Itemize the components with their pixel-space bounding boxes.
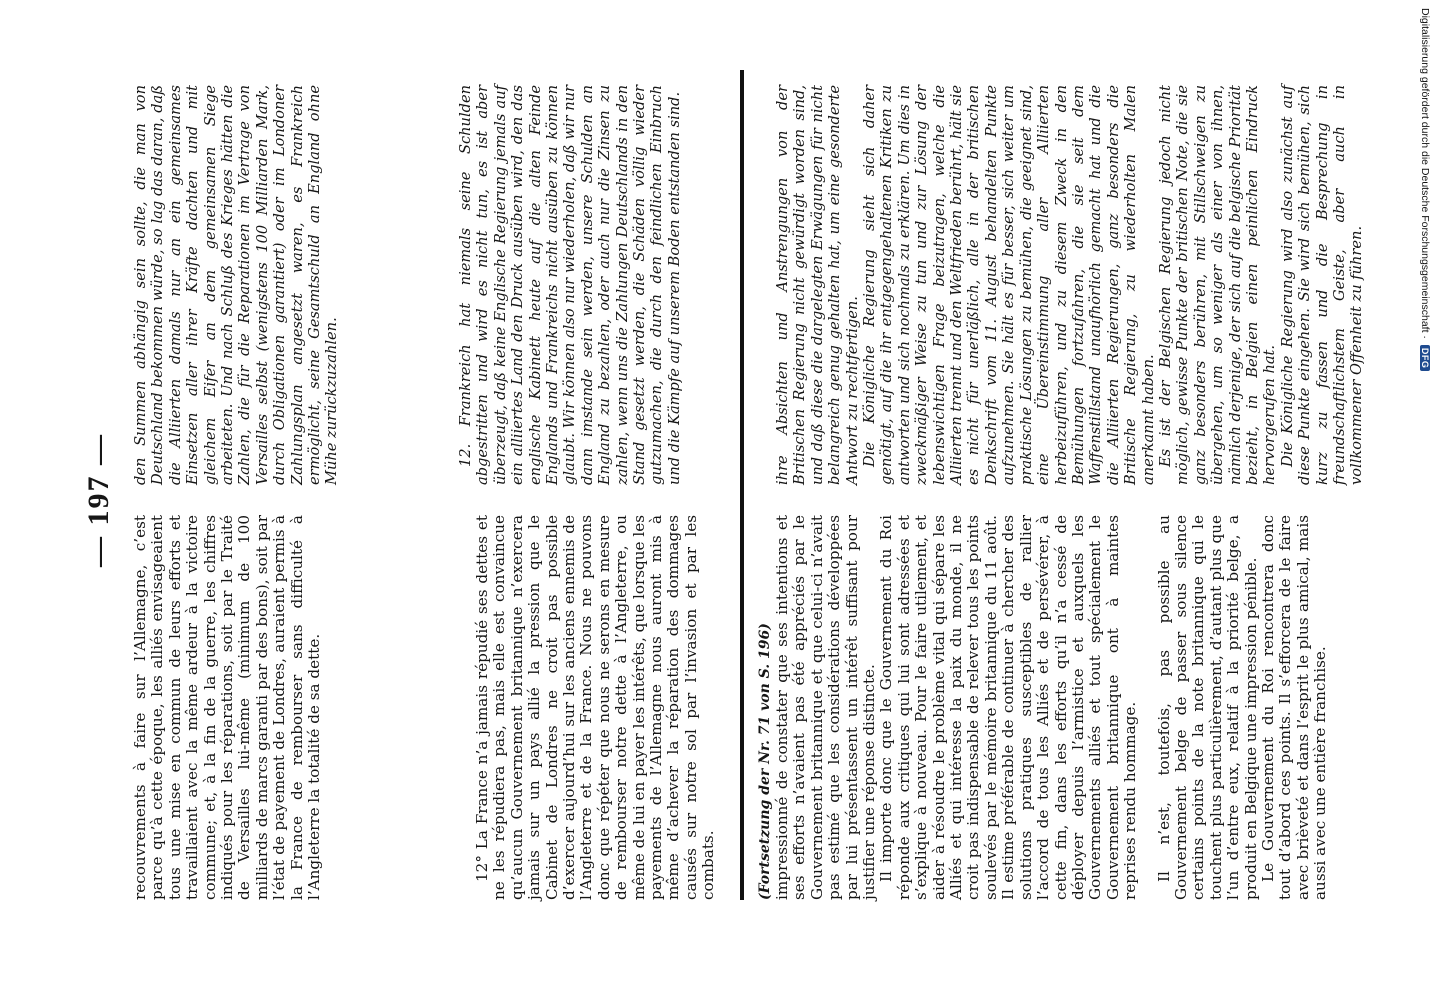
dfg-logo: DFG: [1420, 345, 1430, 372]
french-paragraph: Il n’est, toutefois, pas possible au Gouvernement belge de passer sous silence certains points de la note britannique qui le touchent plus particulièrement, d’autant plus que l’un d’entre eux, relatif à la priorité belge, a produit en Belgique une impression pénible.: [1154, 515, 1260, 900]
document-page: [32, 0, 1402, 1000]
german-paragraph: Die Königliche Regierung sieht sich daher genötigt, auf die ihr entgegengehaltenen Kritiken zu antworten und sich nochmals zu erklären. Um dies in zweckmäßiger Weise zu tun und zur Lösung der lebenswichtigen Frage beizutragen, welche die Alliierten trennt und den Weltfrieden berührt, hält sie es nicht für unerläßlich, alle in der britischen Denkschrift vom 11. August behandelten Punkte aufzunehmen. Sie hält es für besser, sich weiter um praktische Lösungen zu bemühen, die geeignet sind, eine Übereinstimmung aller Alliierten herbeizuführen, und zu diesem Zweck in den Bemühungen fortzufahren, die sie seit dem Waffenstillstand unaufhörlich gemacht hat und die die Alliierten Regierungen, ganz besonders die Britische Regierung, zu wiederholten Malen anerkannt haben.: [861, 85, 1157, 485]
german-paragraph: ihre Absichten und Anstrengungen von der Britischen Regierung nicht gewürdigt worden sind, und daß diese die dargelegten Erwägungen für nicht belangreich genug gehalten hat, um eine gesonderte Antwort zu rechtfertigen.: [774, 85, 861, 485]
german-column-section-1: [132, 85, 341, 485]
german-paragraph: Die Königliche Regierung wird also zunächst auf diese Punkte eingehen. Sie wird sich bemühen, sich kurz zu fassen und die Besprechung in freundschaftlichstem Geiste, aber auch in vollkommener Offenheit zu führen.: [1278, 85, 1366, 485]
german-paragraph: 12. Frankreich hat niemals seine Schulden abgestritten und wird es nicht tun, es ist aber überzeugt, daß keine Englische Regierung jemals auf ein alliiertes Land den Druck ausüben wird, den das englische Kabinett heute auf die alten Feinde Englands und Frankreichs nicht ausüben zu können glaubt. Wir können also nur wiederholen, daß wir nur dann imstande sein werden, unsere Schulden an England zu bezahlen, oder auch nur die Zinsen zu zahlen, wenn uns die Zahlungen Deutschlands in den Stand gesetzt werden, die Schäden völlig wieder gutzumachen, die durch den feindlichen Einbruch und die Kämpfe auf unserem Boden entstanden sind.: [457, 85, 683, 485]
page-number: — 197 —: [82, 433, 115, 567]
french-column-section-3: [774, 515, 1330, 900]
german-column-section-2: [457, 85, 683, 485]
french-paragraph: Il importe donc que le Gouvernement du Roi réponde aux critiques qui lui sont adressées et s’explique à nouveau. Pour le faire utilement, et aider à résoudre le problème vital qui sépare les Alliés et qui intéresse la paix du monde, il ne croit pas indispensable de relever tous les points soulevés par le mémoire britannique du 11 août. Il estime préférable de continuer à chercher des solutions pratiques susceptibles de rallier l’accord de tous les Alliés et de persévérer, à cette fin, dans les efforts qu’il n’a cessé de déployer depuis l’armistice et auxquels les Gouvernements alliés et tout spécialement le Gouvernement britannique ont à maintes reprises rendu hommage.: [877, 515, 1140, 900]
french-paragraph: Le Gouvernement du Roi rencontrera donc tout d’abord ces points. Il s’efforcera de le faire avec brièveté et dans l’esprit le plus amical, mais aussi avec une entière franchise.: [1258, 515, 1330, 900]
german-column-section-3: [774, 85, 1366, 485]
french-paragraph: recouvrements à faire sur l’Allemagne, c’est parce qu’à cette époque, les alliés envisageaient tous une mise en commun de leurs efforts et travaillaient avec la même ardeur à la victoire commune; et, à la fin de la guerre, les chiffres indiqués pour les réparations, soit par le Traité de Versailles lui-même (minimum de 100 milliards de marcs garanti par des bons), soit par l’état de payement de Londres, auraient permis à la France de rembourser sans difficulté à l’Angleterre la totalité de sa dette.: [131, 515, 324, 900]
french-column-section-2: [474, 515, 718, 900]
continuation-note: (Fortsetzung der Nr. 71 von S. 196): [757, 623, 773, 900]
german-paragraph: Es ist der Belgischen Regierung jedoch nicht möglich, gewisse Punkte der britischen Note, die sie ganz besonders berühren, mit Stillschweigen zu übergehen, um so weniger als einer von ihnen, nämlich derjenige, der sich auf die belgische Priorität bezieht, in Belgien einen peinlichen Eindruck hervorgerufen hat.: [1156, 85, 1279, 485]
german-paragraph: den Summen abhängig sein sollte, die man von Deutschland bekommen würde, so lag das daran, daß die Alliierten damals nur an ein gemeinsames Einsetzen aller ihrer Kräfte dachten und mit gleichem Eifer an dem gemeinsamen Siege arbeiteten. Und nach Schluß des Krieges hätten die Zahlen, die für die Reparationen im Vertrage von Versailles selbst (wenigstens 100 Milliarden Mark, durch Obligationen garantiert) oder im Londoner Zahlungsplan angesetzt waren, es Frankreich ermöglicht, seine Gesamtschuld an England ohne Mühe zurückzuzahlen.: [132, 85, 341, 485]
digitization-text: Digitalisierung gefördert durch die Deutsche Forschungsgemeinschaft ·: [1419, 8, 1431, 339]
french-paragraph: impressionné de constater que ses intentions et ses efforts n’avaient pas été appréciés par le Gouvernement britannique et que celui-ci n’avait pas estimé que les considérations développées par lui présentassent un intérêt suffisant pour justifier une réponse distincte.: [773, 515, 879, 900]
french-column-section-1: [132, 515, 323, 900]
french-paragraph: 12° La France n’a jamais répudié ses dettes et ne les répudiera pas, mais elle est convaincue qu’aucun Gouvernement britannique n’exercera jamais sur un pays allié la pression que le Cabinet de Londres ne croit pas possible d’exercer aujourd’hui sur les anciens ennemis de l’Angleterre et de la France. Nous ne pouvons donc que répéter que nous ne serons en mesure de rembourser notre dette à l’Angleterre, ou même de lui en payer les intérêts, que lorsque les payements de l’Allemagne nous auront mis à même d’achever la réparation des dommages causés sur notre sol par l’invasion et par les combats.: [473, 515, 718, 900]
section-divider: [740, 70, 744, 900]
digitization-credit: [1417, 8, 1431, 992]
